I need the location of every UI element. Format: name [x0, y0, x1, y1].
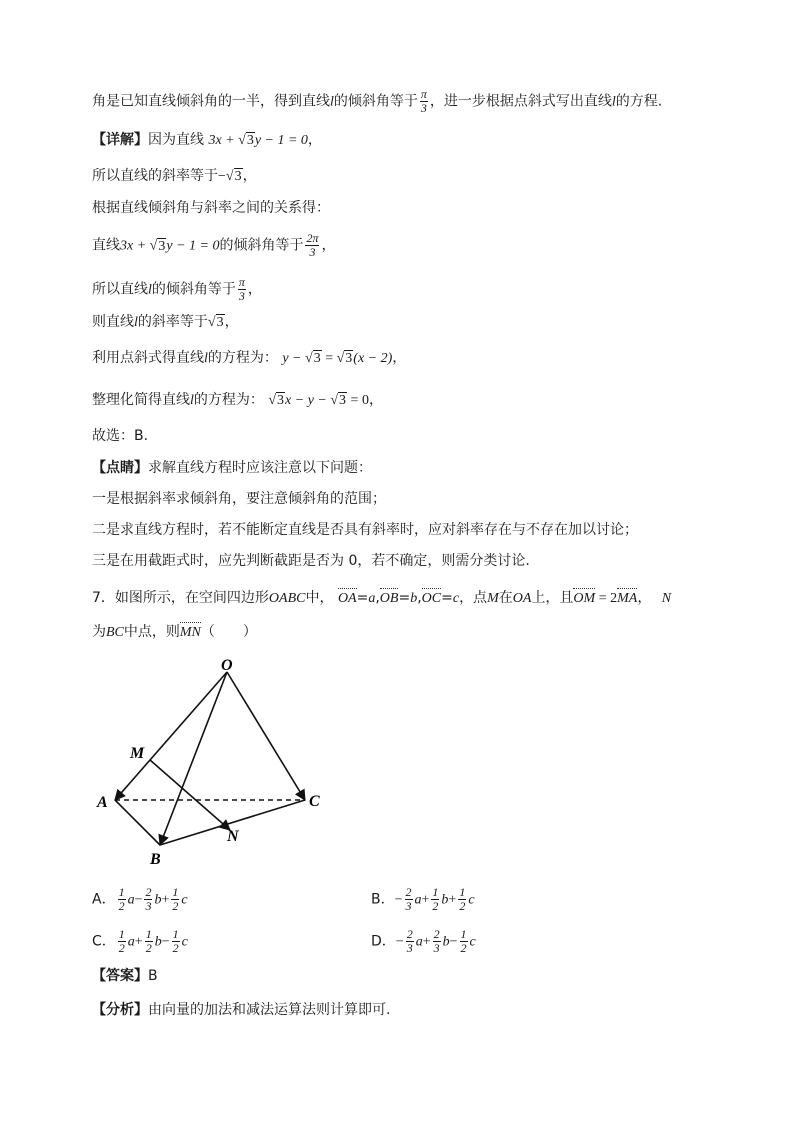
slope-line-2: 则直线l的斜率等于√3， — [92, 314, 239, 330]
tetrahedron-figure — [90, 650, 340, 875]
note-line-2: 二是求直线方程时，若不能断定直线是否具有斜率时，应对斜率存在与不存在加以讨论； — [92, 522, 638, 538]
label-A: A — [97, 794, 108, 811]
point-slope-line: 利用点斜式得直线l的方程为： y − √3 = √3(x − 2)， — [92, 350, 407, 366]
question-7-line-2: 为BC中点，则MN（ ） — [92, 622, 257, 643]
edge-OC — [227, 672, 305, 800]
angle-line-1: 直线3x + √3y − 1 = 0的倾斜角等于 $\frac{2\pi}{3}$ ， — [92, 231, 336, 259]
edge-OA — [115, 672, 227, 800]
option-C[interactable]: C． $\frac{1}{2}$ a+ $\frac{1}{2}$ b− $\frac{1}{2}$ c — [92, 927, 188, 955]
label-C: C — [309, 793, 320, 810]
point-line: 【点睛】求解直线方程时应该注意以下问题： — [92, 460, 372, 476]
point-tag: 【点睛】 — [92, 460, 148, 476]
analysis-tag: 【分析】 — [92, 1002, 148, 1018]
answer-line — [92, 966, 158, 986]
option-A[interactable]: A． $\frac{1}{2}$ a− $\frac{2}{3}$ b+ $\frac{1}{2}$ c — [92, 885, 188, 913]
slope-line-1: 所以直线的斜率等于−√3， — [92, 168, 257, 184]
choice-line: 故选：B. — [92, 428, 149, 444]
edge-AB — [115, 800, 160, 845]
note-line-1: 一是根据斜率求倾斜角，要注意倾斜角的范围； — [92, 491, 386, 507]
detail-tag: 【详解】 — [92, 132, 148, 148]
detail-line: 【详解】因为直线 3x + √3y − 1 = 0， — [92, 132, 322, 148]
note-line-3: 三是在用截距式时，应先判断截距是否为 0，若不确定，则需分类讨论. — [92, 553, 530, 569]
label-O: O — [221, 657, 233, 674]
text-line-angle-half: 角是已知直线倾斜角的一半，得到直线l的倾斜角等于 $\frac{\pi}{3}$ ，进一步根据点斜式写出直线l的方程. — [92, 87, 663, 115]
label-B: B — [150, 851, 161, 868]
question-7-line-1: 7．如图所示，在空间四边形OABC中， OA=a,OB=b,OC=c，点M在OA上，且OM = 2MA， N — [92, 588, 671, 609]
analysis-line: 【分析】由向量的加法和减法运算法则计算即可. — [92, 1002, 391, 1018]
sqrt: √3 — [238, 133, 254, 148]
angle-line-2: 所以直线l的倾斜角等于 $\frac{\pi}{3}$ ， — [92, 275, 262, 303]
label-M: M — [130, 745, 145, 762]
fraction: $\frac{\pi}{3}$ — [420, 87, 427, 115]
option-B[interactable]: B．− $\frac{2}{3}$ a+ $\frac{1}{2}$ b+ $\frac{1}{2}$ c — [371, 885, 475, 913]
answer-tag: 【答案】 — [92, 968, 148, 984]
segment-MN — [150, 760, 230, 830]
simplify-line: 整理化简得直线l的方程为： √3x − y − √3 = 0， — [92, 392, 383, 408]
relation-line: 根据直线倾斜角与斜率之间的关系得： — [92, 200, 330, 216]
option-D[interactable]: D．− $\frac{2}{3}$ a+ $\frac{2}{3}$ b− $\frac{1}{2}$ c — [371, 927, 476, 955]
answer-value: B — [148, 968, 158, 984]
question-number: 7． — [92, 590, 115, 606]
label-N: N — [227, 828, 239, 845]
